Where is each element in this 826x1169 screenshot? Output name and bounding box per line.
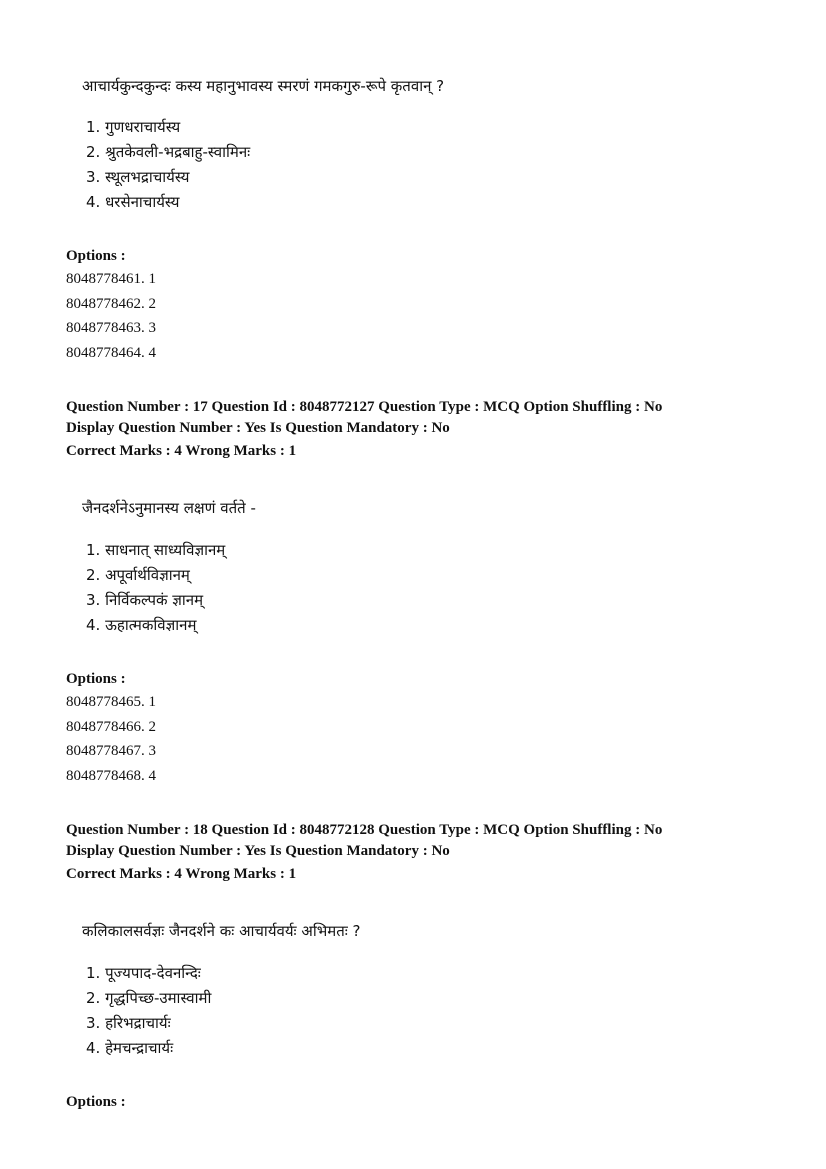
question-meta-line: Question Number : 18 Question Id : 8048772128 Question Type : MCQ Option Shuffling : No xyxy=(66,822,663,838)
choice-item: 1. पूज्यपाद-देवनन्दिः xyxy=(86,964,201,982)
option-id-item: 8048778466. 2 xyxy=(66,718,156,735)
question-16-choices xyxy=(86,115,250,215)
option-id-item: 8048778468. 4 xyxy=(66,767,156,784)
question-18-meta xyxy=(66,820,662,885)
choice-item: 3. निर्विकल्पकं ज्ञानम् xyxy=(86,591,204,609)
question-18-text: कलिकालसर्वज्ञः जैनदर्शने कः आचार्यवर्यः अभिमतः ? xyxy=(82,922,361,940)
option-id-item: 8048778467. 3 xyxy=(66,743,156,759)
option-id-item: 8048778464. 4 xyxy=(66,344,156,361)
question-17-options xyxy=(66,690,156,788)
choice-item: 2. अपूर्वार्थविज्ञानम् xyxy=(86,566,190,584)
question-17-text: जैनदर्शनेऽनुमानस्य लक्षणं वर्तते - xyxy=(82,499,256,517)
question-17-meta xyxy=(66,397,662,462)
choice-item: 1. गुणधराचार्यस्य xyxy=(86,118,181,136)
choice-item: 3. स्थूलभद्राचार्यस्य xyxy=(86,168,190,186)
marks-line: Correct Marks : 4 Wrong Marks : 1 xyxy=(66,866,297,882)
question-16-options xyxy=(66,267,156,365)
options-heading: Options : xyxy=(66,671,126,687)
option-id-item: 8048778465. 1 xyxy=(66,694,156,710)
question-17-choices xyxy=(86,538,225,638)
choice-item: 2. गृद्धपिच्छ-उमास्वामी xyxy=(86,989,212,1007)
choice-item: 3. हरिभद्राचार्यः xyxy=(86,1014,171,1032)
options-heading: Options : xyxy=(66,248,126,264)
marks-line: Correct Marks : 4 Wrong Marks : 1 xyxy=(66,443,297,459)
options-heading: Options : xyxy=(66,1094,126,1110)
question-18-choices xyxy=(86,961,211,1061)
choice-item: 1. साधनात् साध्यविज्ञानम् xyxy=(86,541,226,559)
question-16-text: आचार्यकुन्दकुन्दः कस्य महानुभावस्य स्मरणं गमकगुरु-रूपे कृतवान् ? xyxy=(82,77,445,95)
option-id-item: 8048778463. 3 xyxy=(66,320,156,336)
choice-item: 4. धरसेनाचार्यस्य xyxy=(86,193,180,211)
option-id-item: 8048778462. 2 xyxy=(66,295,156,312)
choice-item: 4. ऊहात्मकविज्ञानम् xyxy=(86,616,197,634)
choice-item: 2. श्रुतकेवली-भद्रबाहु-स्वामिनः xyxy=(86,143,251,161)
choice-item: 4. हेमचन्द्राचार्यः xyxy=(86,1039,174,1057)
option-id-item: 8048778461. 1 xyxy=(66,271,156,287)
question-meta-line: Question Number : 17 Question Id : 8048772127 Question Type : MCQ Option Shuffling : No xyxy=(66,399,663,415)
question-meta-line: Display Question Number : Yes Is Question Mandatory : No xyxy=(66,843,450,859)
question-meta-line: Display Question Number : Yes Is Question Mandatory : No xyxy=(66,420,450,436)
